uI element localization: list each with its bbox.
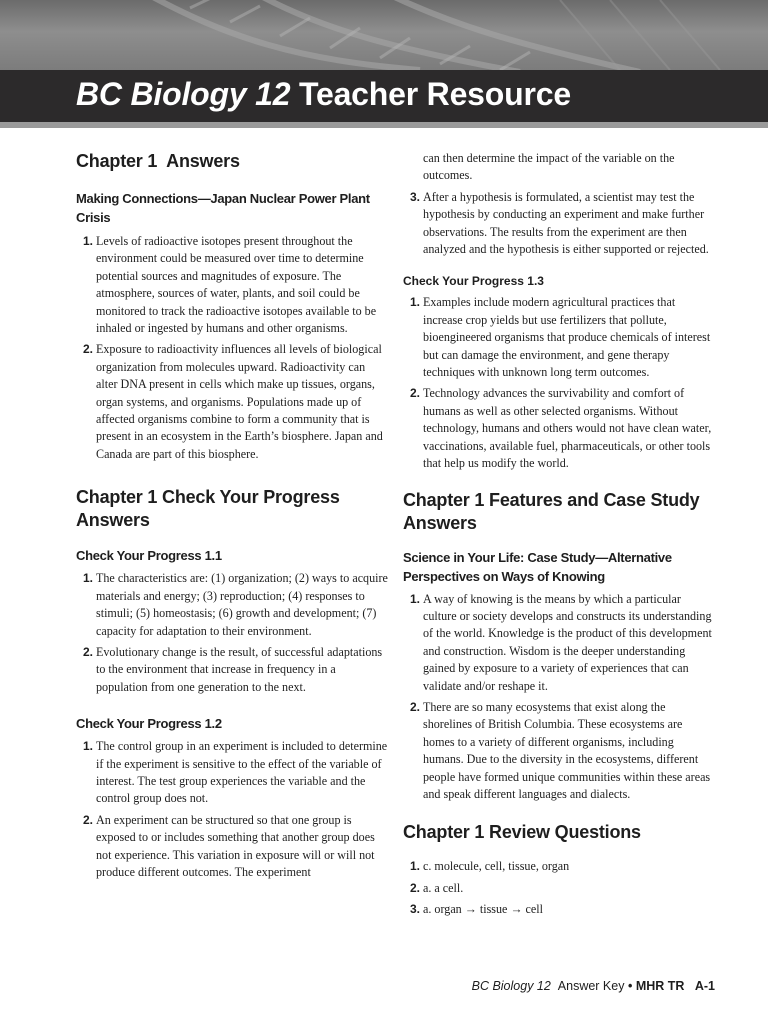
list-item: [403, 880, 715, 897]
item-number: 1.: [83, 234, 94, 248]
item-text: Evolutionary change is the result, of successful adaptations to the environment that increase in frequency in a population from one generation to the next.: [96, 644, 383, 694]
cyp-1-3-heading: Check Your Progress 1.3: [403, 274, 544, 289]
item-number: 3.: [410, 902, 421, 917]
dna-helix-graphic: [0, 0, 768, 70]
continuation-text: [403, 150, 715, 185]
cyp-1-2-heading: Check Your Progress 1.2: [76, 716, 222, 732]
footer-section: Answer Key: [557, 979, 625, 993]
item-text: The characteristics are: (1) organization; (2) ways to acquire materials and energy; (3) reproduction; (4) responses to stimuli; (5) homeostasis; (6) growth and development; (7) capacity for adaptation to their environment.: [96, 571, 388, 638]
cyp-1-2-list: [76, 738, 388, 881]
review-questions-list: [403, 858, 715, 918]
list-item: [76, 644, 388, 696]
item-text: There are so many ecosystems that exist along the shorelines of British Columbia. These ecosystems are homes to a variety of different organisms, including humans. Due to the diversity in the ecosystems, different people have formed unique communities within these areas and speak different languages and dialects.: [423, 699, 711, 801]
left-column: [76, 150, 388, 881]
item-text: a. a cell.: [423, 880, 464, 895]
list-item: [76, 570, 388, 640]
case-study-list: [403, 591, 715, 804]
item-number: 1.: [410, 591, 421, 606]
list-item: [403, 294, 715, 381]
list-item: [76, 233, 388, 337]
item-text: c. molecule, cell, tissue, organ: [423, 859, 570, 874]
chapter-answers-heading: Chapter 1 Answers: [76, 151, 240, 171]
footer-separator: •: [624, 979, 636, 993]
item-number: 2.: [410, 386, 421, 401]
list-item: [403, 591, 715, 695]
title-book-name: BC Biology 12: [76, 76, 291, 112]
item-number: 2.: [83, 342, 94, 357]
item-number: 1.: [410, 295, 421, 310]
list-item: [403, 901, 715, 918]
item-number: 1.: [83, 571, 94, 586]
header-banner-image: [0, 0, 768, 70]
item-number: 3.: [410, 189, 421, 204]
item-text: The control group in an experiment is included to determine if the experiment is sensitive to the effect of the variable of interest. The test group experiences the variable and the control group does not.: [96, 739, 388, 806]
list-item: [76, 738, 388, 808]
cyp-1-1-list: [76, 570, 388, 696]
title-rest: Teacher Resource: [290, 76, 571, 112]
cyp-1-1-heading: Check Your Progress 1.1: [76, 548, 222, 564]
item-text: can then determine the impact of the variable on the outcomes.: [423, 151, 675, 183]
title-bar: [0, 70, 768, 122]
page-number: A-1: [694, 979, 715, 993]
list-item: [403, 699, 715, 803]
page-footer: [472, 979, 715, 993]
item-number: 2.: [410, 699, 421, 714]
page-title: [76, 76, 571, 113]
item-text: Technology advances the survivability and comfort of humans as well as other selected organisms. Without technology, humans and others would not have clean water, vaccinations, available fuel, pharmaceuticals, or other tools that help us modify the world.: [423, 386, 712, 471]
list-item: [403, 189, 715, 259]
item-number: 2.: [83, 644, 94, 659]
cyp-1-2-continued-list: [403, 150, 715, 258]
list-item: [403, 385, 715, 472]
item-text: After a hypothesis is formulated, a scientist may test the hypothesis by conducting an experiment and make further observations. The results from the experiment are then analyzed and the hypothesis is either supported or rejected.: [423, 189, 709, 257]
item-number: 1.: [83, 739, 94, 754]
footer-book: BC Biology 12: [471, 979, 551, 993]
item-text: Examples include modern agricultural practices that increase crop yields but use fertilizers that pollute, bioengineered organisms that produce chemicals of interest but can damage the environment, and gene therapy techniques with unknown long term outcomes.: [423, 295, 711, 380]
making-connections-list: [76, 233, 388, 463]
making-connections-heading: Making Connections—Japan Nuclear Power Plant Crisis: [76, 191, 370, 225]
item-text: Exposure to radioactivity influences all levels of biological organization from molecules upward. Radioactivity can alter DNA present in cells which make up tissues, organs, organ systems, and organisms. Populations made up of affected organisms combine to form a community that is present in an ecosystem in the Earth’s biosphere. Japan and Canada are part of this biosphere.: [96, 342, 383, 461]
banner-divider: [0, 122, 768, 128]
right-column: [403, 150, 715, 919]
list-item: [76, 341, 388, 463]
footer-code: MHR TR: [635, 979, 685, 993]
check-your-progress-heading: Chapter 1 Check Your Progress Answers: [76, 487, 340, 531]
item-text: A way of knowing is the means by which a particular culture or society develops and constructs its understanding of the world. Knowledge is the product of this development and construction. Wisdom is the deeper understanding gained by exposure to a variety of experiences that can validate and/or reshape it.: [423, 591, 712, 693]
case-study-heading: Science in Your Life: Case Study—Alternative Perspectives on Ways of Knowing: [403, 549, 672, 584]
list-item: [76, 812, 388, 882]
list-item: [403, 858, 715, 875]
item-text: a. organ → tissue → cell: [423, 902, 544, 917]
item-text: Levels of radioactive isotopes present throughout the environment could be measured over time to determine potential sources and magnitudes of exposure. The atmosphere, sources of water, plants, and soil could be monitored to track the radioactive isotopes available to be inhaled or ingested by humans and other organisms.: [96, 234, 377, 336]
item-number: 1.: [410, 859, 421, 874]
review-questions-heading: Chapter 1 Review Questions: [403, 822, 641, 843]
cyp-1-3-list: [403, 294, 715, 472]
item-text: An experiment can be structured so that one group is exposed to or includes something that another group does not experience. This variation in exposure will or will not produce different outcomes. The experiment: [96, 812, 375, 879]
features-case-study-heading: Chapter 1 Features and Case Study Answers: [403, 489, 700, 533]
item-number: 2.: [83, 812, 94, 827]
item-number: 2.: [410, 880, 421, 895]
